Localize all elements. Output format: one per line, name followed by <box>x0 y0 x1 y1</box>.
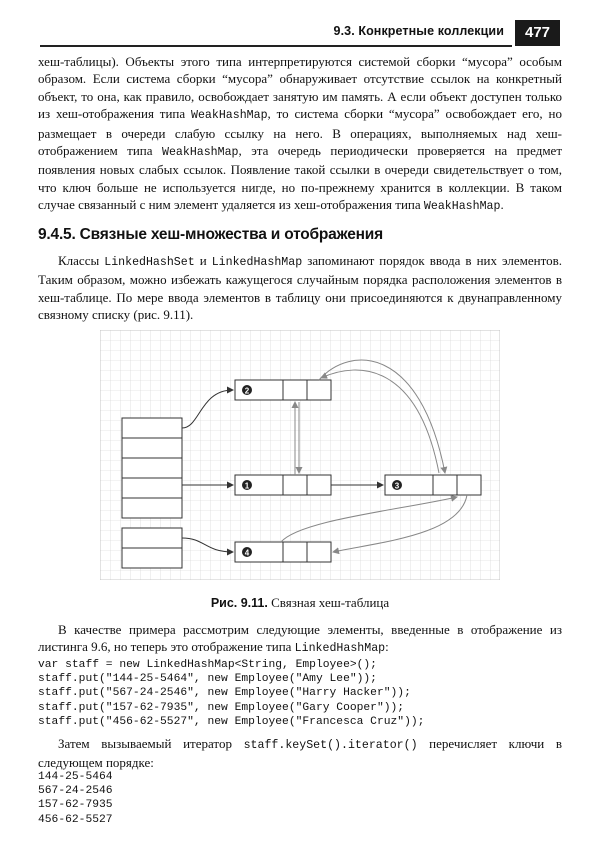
paragraph-text: хеш-таблицы). Объекты этого типа интерпретируются системой сборки “мусора” особым образом. Если система сборки “мусора” обнаруживает отсутствие ссылок на конкретный объект, то она, как правило, освобождает занятую им память. А если объект доступен только из хеш-отображения типа <box>38 54 562 122</box>
key-line: 157-62-7935 <box>38 799 113 812</box>
running-header <box>0 20 600 46</box>
code-line: var staff = new LinkedHashMap<String, Employee>(); <box>38 659 377 671</box>
code-line: staff.put("144-25-5464", new Employee("Amy Lee")); <box>38 673 377 686</box>
inline-code: staff.keySet().iterator() <box>243 739 418 752</box>
node-label-4: 4 <box>244 548 250 558</box>
hash-bucket-array-top <box>122 418 182 518</box>
node-label-2: 2 <box>244 386 250 396</box>
inline-code: WeakHashMap <box>191 109 268 123</box>
page-number: 477 <box>515 20 560 46</box>
key-line: 144-25-5464 <box>38 771 113 783</box>
figure-caption-label: Рис. 9.11. <box>210 596 268 610</box>
key-line: 567-24-2546 <box>38 785 113 798</box>
paragraph-text: , то система сборки “мусора” освобождает его, но размещает в очереди слабую ссылку на него. В операциях, выполняемых над хеш-отображением типа <box>38 106 562 159</box>
key-line: 456-62-5527 <box>38 813 113 826</box>
paragraph-linked-intro <box>38 252 562 324</box>
node-entry-2 <box>235 380 331 400</box>
header-section-title: 9.3. Конкретные коллекции <box>333 24 504 38</box>
inline-code: LinkedHashMap <box>294 642 386 656</box>
code-line: staff.put("567-24-2546", new Employee("Harry Hacker")); <box>38 687 411 700</box>
paragraph-weakhashmap <box>38 53 562 216</box>
node-entry-3 <box>385 475 481 495</box>
code-line: staff.put("456-62-5527", new Employee("Francesca Cruz")); <box>38 715 425 728</box>
hash-bucket-array-bottom <box>122 528 182 568</box>
figure-caption <box>0 595 600 611</box>
linked-hash-table-figure <box>100 330 500 580</box>
node-entry-4 <box>235 542 331 562</box>
paragraph-text: : <box>385 639 389 655</box>
paragraph-text: запоминают порядок ввода в них элементов. Таким образом, можно избежать кажущегося случайным порядка расположения элементов в хеш-таблице. По мере ввода элементов в таблицу они присоединяются к двунаправленному связному списку (рис. 9.11). <box>38 253 562 323</box>
paragraph-text: и <box>194 253 212 268</box>
header-rule <box>40 45 512 47</box>
section-heading: 9.4.5. Связные хеш-множества и отображения <box>38 226 383 243</box>
figure-caption-text: Связная хеш-таблица <box>271 595 390 610</box>
paragraph-text: . <box>500 197 504 213</box>
code-listing <box>38 658 424 729</box>
code-line: staff.put("157-62-7935", new Employee("Gary Cooper")); <box>38 701 405 714</box>
inline-code: LinkedHashSet <box>104 256 195 269</box>
inline-code: WeakHashMap <box>161 146 239 160</box>
node-entry-1 <box>235 475 331 495</box>
paragraph-iterator <box>38 735 562 772</box>
paragraph-text: перечисляет ключи в следующем порядке: <box>38 736 562 771</box>
inline-code: LinkedHashMap <box>211 256 303 269</box>
inline-code: WeakHashMap <box>423 200 501 214</box>
node-label-1: 1 <box>244 481 250 491</box>
node-label-3: 3 <box>394 481 400 491</box>
keys-output-listing <box>38 770 113 827</box>
paragraph-text: , эта очередь периодически проверяется на предмет появления новых слабых ссылок. Появление такой ссылки в очереди свидетельствует о том, что ключ больше не используется нигде, но по-прежнему хранится в коллекции. В таком случае связанный с ним элемент удаляется из хеш-отображения типа <box>38 143 562 213</box>
paragraph-text: В качестве примера рассмотрим следующие элементы, введенные в отображение из листинга 9.6, но теперь это отображение типа <box>38 622 562 655</box>
paragraph-example <box>38 621 562 658</box>
paragraph-text: Затем вызываемый итератор <box>58 736 244 751</box>
paragraph-text: Классы <box>58 253 105 268</box>
